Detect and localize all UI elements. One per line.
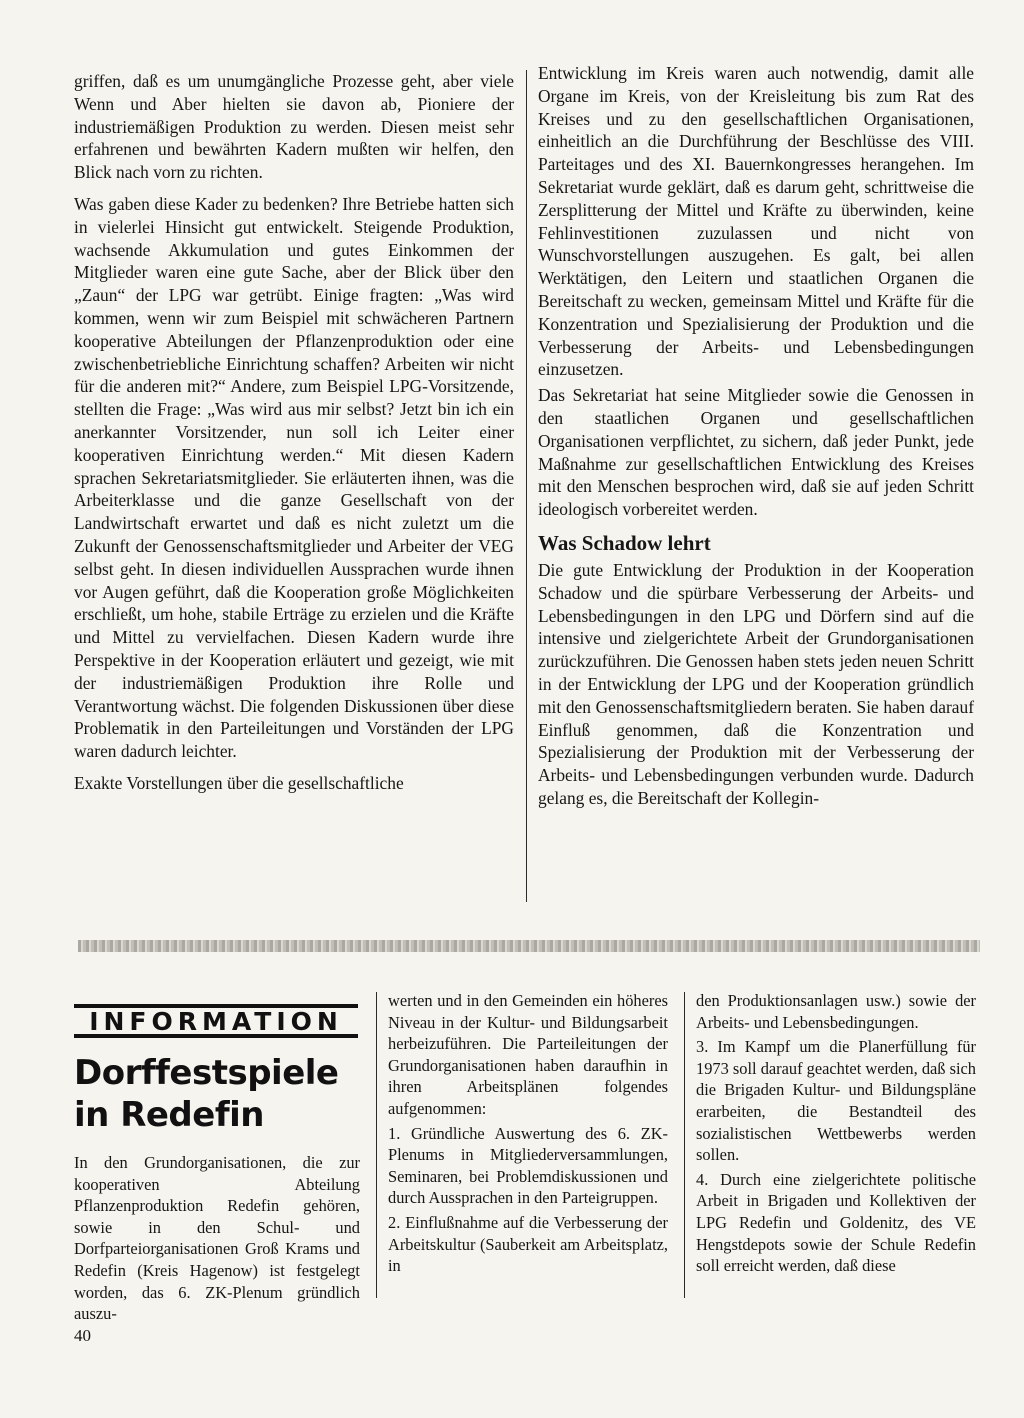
paragraph: Entwicklung im Kreis waren auch notwendig, damit alle Organe im Kreis, von der Kreisleitung bis zum Rat des Kreises und zu den gesellschaftlichen Organisationen, einheitlich an die Durchführung der Beschlüsse des VIII. Parteitages und des XI. Bauernkongresses herangehen. Im Sekretariat wurde geklärt, daß es darum geht, schrittweise die Zersplitterung der Mittel und Kräfte zu überwinden, keine Fehlinvestitionen zuzulassen und nicht von Wunschvorstellungen auszugehen. Es galt, bei allen Werktätigen, den Leitern und staatlichen Organen die Bereitschaft zu wecken, gemeinsam Mittel und Kräfte für die Konzentration und Spezialisierung der Produktion und die Verbesserung der Arbeits- und Lebensbedingungen einzusetzen. xyxy=(538,63,974,380)
information-column-2 xyxy=(388,990,668,1280)
page-number: 40 xyxy=(74,1326,91,1345)
column-divider xyxy=(526,70,527,902)
paragraph: werten und in den Gemeinden ein höheres Niveau in der Kultur- und Bildungsarbeit herbeizuführen. Die Parteileitungen der Grundorganisationen haben daraufhin in ihren Arbeitsplänen folgendes aufgenommen: xyxy=(388,991,668,1118)
column-divider xyxy=(684,992,685,1298)
paragraph: Exakte Vorstellungen über die gesellschaftliche xyxy=(74,772,404,793)
paragraph: Das Sekretariat hat seine Mitglieder sowie die Genossen in den staatlichen Organen und gesellschaftlichen Organisationen verpflichtet, zu sichern, daß jeder Punkt, jede Maßnahme zur gesellschaftlichen Entwicklung des Kreises mit den Menschen besprochen wird, daß sie auf jeden Schritt ideologisch vorbereitet werden. xyxy=(538,385,974,520)
column-divider xyxy=(376,992,377,1298)
section-heading: Was Schadow lehrt xyxy=(538,530,711,555)
separator-band xyxy=(78,940,980,952)
article-column-right xyxy=(538,62,974,813)
paragraph: den Produktionsanlagen usw.) sowie der Arbeits- und Lebensbedingungen. xyxy=(696,991,976,1032)
article-column-left xyxy=(74,70,514,798)
information-label: INFORMATION xyxy=(74,1004,358,1038)
list-item: 2. Einflußnahme auf die Verbesserung der Arbeitskultur (Sauberkeit am Arbeitsplatz, in xyxy=(388,1212,668,1276)
information-headline xyxy=(74,1052,364,1136)
list-item: 1. Gründliche Auswertung des 6. ZK-Plenums in Mitgliederversammlungen, Seminaren, bei Problemdiskussionen und durch Aussprachen in den Parteigruppen. xyxy=(388,1123,668,1208)
information-column-1 xyxy=(74,1152,360,1328)
list-item: 3. Im Kampf um die Planerfüllung für 1973 soll darauf geachtet werden, daß sich die Brigaden Kultur- und Bildungspläne erarbeiten, die Bestandteil des sozialistischen Wettbewerbs werden sollen. xyxy=(696,1037,976,1165)
headline-line: in Redefin xyxy=(74,1095,264,1135)
headline-line: Dorffestspiele xyxy=(74,1053,339,1093)
list-item: 4. Durch eine zielgerichtete politische Arbeit in Brigaden und Kollektiven der LPG Redefin und Goldenitz, des VE Hengstdepots sowie der Schule Redefin soll erreicht werden, daß diese xyxy=(696,1169,976,1276)
paragraph: In den Grundorganisationen, die zur kooperativen Abteilung Pflanzenproduktion Redefin gehören, sowie in den Schul- und Dorfparteiorganisationen Groß Krams und Redefin (Kreis Hagenow) ist festgelegt worden, das 6. ZK-Plenum gründlich auszu- xyxy=(74,1153,360,1324)
paragraph: Was gaben diese Kader zu bedenken? Ihre Betriebe hatten sich in vielerlei Hinsicht gut entwickelt. Steigende Produktion, wachsende Akkumulation und gutes Einkommen der Mitglieder waren eine gute Sache, aber der Blick über den „Zaun“ der LPG war getrübt. Einige fragten: „Was wird kommen, wenn wir zum Beispiel mit schwächeren Partnern kooperative Abteilungen der Pflanzenproduktion oder eine zwischenbetriebliche Einrichtung schaffen? Arbeiten wir nicht für die anderen mit?“ Andere, zum Beispiel LPG-Vorsitzende, stellten die Frage: „Was wird aus mir selbst? Jetzt bin ich ein anerkannter Vorsitzender, nun soll ich Leiter einer kooperativen Einrichtung werden.“ Mit diesen Kadern sprachen Sekretariatsmitglieder. Sie erläuterten ihnen, was die Arbeiterklasse und die ganze Gesellschaft von der Landwirtschaft erwartet und daß es nicht zuletzt um die Zukunft der Genossenschaftsmitglieder und Arbeiter der VEG selbst geht. In diesen individuellen Aussprachen wurde ihnen vor Augen geführt, daß die Kooperation große Möglichkeiten erschließt, um hohe, stabile Erträge zu erzielen und die Kräfte und Mittel zu vervielfachen. Diesen Kadern wurde ihre Perspektive in der Kooperation erläutert und gezeigt, wie mit der industriemäßigen Produktion ihre Rolle und Verantwortung wächst. Die folgenden Diskussionen über diese Problematik in den Parteileitungen und Vorständen der LPG waren dadurch leichter. xyxy=(74,193,514,762)
paragraph: Die gute Entwicklung der Produktion in der Kooperation Schadow und die spürbare Verbesserung der Arbeits- und Lebensbedingungen in den LPG und Dörfern sind auf die intensive und zielgerichtete Arbeit der Grundorganisationen zurückzuführen. Die Genossen haben stets jeden neuen Schritt in der Entwicklung der LPG und der Kooperation gründlich mit den Genossenschaftsmitgliedern beraten. Sie haben darauf Einfluß genommen, daß die Konzentration und Spezialisierung der Produktion mit der Verbesserung der Arbeits- und Lebensbedingungen verbunden wurde. Dadurch gelang es, die Bereitschaft der Kollegin- xyxy=(538,559,974,808)
paragraph: griffen, daß es um unumgängliche Prozesse geht, aber viele Wenn und Aber hielten sie davon ab, Pioniere der industriemäßigen Produktion zu werden. Diesen meist sehr erfahrenen und bewährten Kadern mußten wir helfen, den Blick nach vorn zu richten. xyxy=(74,71,514,183)
information-column-3 xyxy=(696,990,976,1280)
